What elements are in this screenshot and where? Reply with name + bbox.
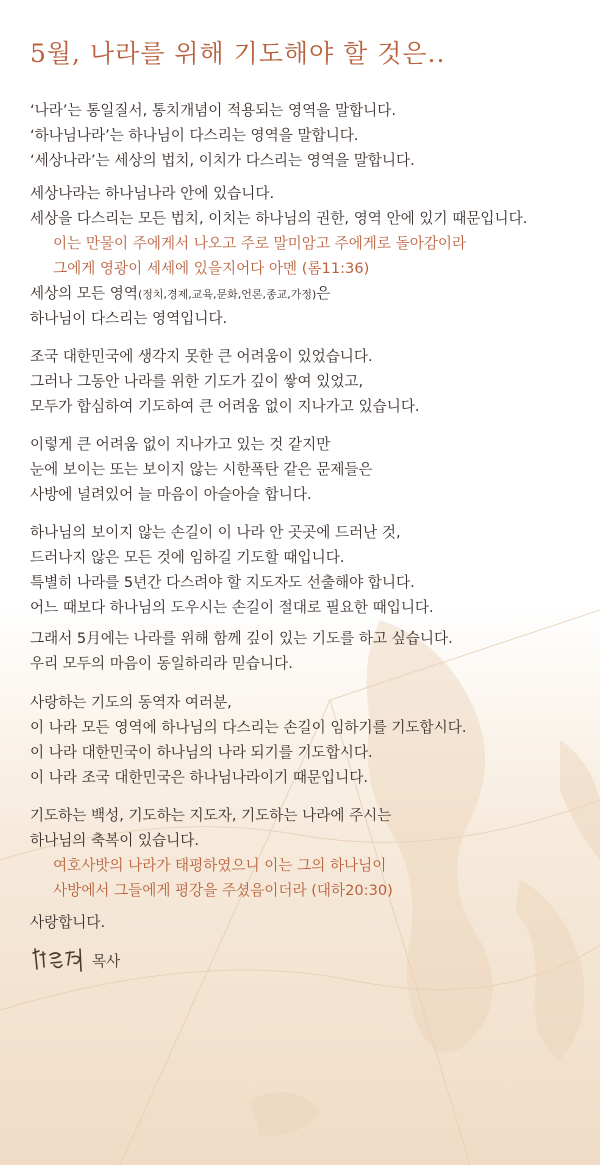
- line-text: 사랑하는 기도의 동역자 여러분,: [30, 694, 232, 711]
- text-line: [30, 123, 590, 148]
- scripture-quote-line: [30, 878, 590, 903]
- text-line: [30, 394, 590, 419]
- text-line: [30, 690, 590, 715]
- line-text: 그러나 그동안 나라를 위한 기도가 깊이 쌓여 있었고,: [30, 373, 364, 390]
- line-text: 우리 모두의 마음이 동일하리라 믿습니다.: [30, 655, 293, 672]
- text-line: [30, 715, 590, 740]
- text-line: [30, 520, 590, 545]
- line-text: 하나님이 다스리는 영역입니다.: [30, 310, 228, 327]
- line-text: ‘나라’는 통일질서, 통치개념이 적용되는 영역을 말합니다.: [30, 102, 396, 119]
- line-text: 세상나라는 하나님나라 안에 있습니다.: [30, 185, 275, 202]
- line-text: 이 나라 대한민국이 하나님의 나라 되기를 기도합시다.: [30, 744, 373, 761]
- text-line: [30, 181, 590, 206]
- line-text: 조국 대한민국에 생각지 못한 큰 어려움이 있었습니다.: [30, 348, 373, 365]
- text-line: [30, 306, 590, 331]
- scripture-quote-line: [30, 231, 590, 256]
- paragraph: [30, 520, 590, 620]
- line-text: 하나님의 축복이 있습니다.: [30, 832, 199, 849]
- text-line: [30, 740, 590, 765]
- text-line: [30, 482, 590, 507]
- text-line: [30, 651, 590, 676]
- text-line: [30, 206, 590, 231]
- scripture-quote-line: [30, 853, 590, 878]
- paragraph: [30, 690, 590, 790]
- page-title: 5월, 나라를 위해 기도해야 할 것은..: [30, 39, 446, 68]
- line-text: 이 나라 모든 영역에 하나님의 다스리는 손길이 임하기를 기도합시다.: [30, 719, 467, 736]
- line-text: 드러나지 않은 모든 것에 임하길 기도할 때입니다.: [30, 549, 345, 566]
- paragraph: [30, 98, 590, 173]
- text-line: [30, 545, 590, 570]
- signature-title: 목사: [92, 952, 121, 970]
- line-text: 사방에 널려있어 늘 마음이 아슬아슬 합니다.: [30, 486, 312, 503]
- text-line: [30, 570, 590, 595]
- line-text: ‘세상나라’는 세상의 법치, 이치가 다스리는 영역을 말합니다.: [30, 152, 415, 169]
- text-line: [30, 765, 590, 790]
- line-text: 어느 때보다 하나님의 도우시는 손길이 절대로 필요한 때입니다.: [30, 599, 434, 616]
- signature-block: [30, 945, 120, 975]
- line-text: 그래서 5月에는 나라를 위해 함께 깊이 있는 기도를 하고 싶습니다.: [30, 630, 453, 647]
- text-line: [30, 281, 590, 306]
- text-line: [30, 148, 590, 173]
- line-text: 모두가 합심하여 기도하여 큰 어려움 없이 지나가고 있습니다.: [30, 398, 420, 415]
- line-text: 눈에 보이는 또는 보이지 않는 시한폭탄 같은 문제들은: [30, 461, 373, 478]
- text-line: [30, 803, 590, 828]
- line-text: 이 나라 조국 대한민국은 하나님나라이기 때문입니다.: [30, 769, 368, 786]
- paragraph: [30, 181, 590, 331]
- line-text: 하나님의 보이지 않는 손길이 이 나라 안 곳곳에 드러난 것,: [30, 524, 401, 541]
- text-line: [30, 457, 590, 482]
- paragraph: [30, 910, 590, 935]
- text-line: [30, 369, 590, 394]
- text-line: [30, 595, 590, 620]
- line-text: 세상의 모든 영역: [30, 285, 138, 302]
- text-line: [30, 344, 590, 369]
- line-text: 세상을 다스리는 모든 법치, 이치는 하나님의 권한, 영역 안에 있기 때문입니다.: [30, 210, 528, 227]
- line-text: 이렇게 큰 어려움 없이 지나가고 있는 것 같지만: [30, 436, 331, 453]
- handwritten-signature: [30, 943, 90, 977]
- line-text: 기도하는 백성, 기도하는 지도자, 기도하는 나라에 주시는: [30, 807, 392, 824]
- paragraph: [30, 344, 590, 419]
- line-text: ‘하나님나라’는 하나님이 다스리는 영역을 말합니다.: [30, 127, 359, 144]
- paragraph: [30, 432, 590, 507]
- line-text: 그에게 영광이 세세에 있을지어다 아멘 (롬11:36): [53, 260, 370, 277]
- text-line: [30, 98, 590, 123]
- line-text: 이는 만물이 주에게서 나오고 주로 말미암고 주에게로 돌아감이라: [53, 235, 467, 252]
- line-text: 사랑합니다.: [30, 914, 106, 931]
- domain-list: (정치,경제,교육,문화,언론,종교,가정): [137, 288, 317, 301]
- text-line: [30, 910, 590, 935]
- text-line: [30, 626, 590, 651]
- line-text: 사방에서 그들에게 평강을 주셨음이더라 (대하20:30): [53, 882, 393, 899]
- line-text: 특별히 나라를 5년간 다스려야 할 지도자도 선출해야 합니다.: [30, 574, 415, 591]
- line-text: 여호사밧의 나라가 태평하였으니 이는 그의 하나님이: [53, 857, 387, 874]
- paragraph: [30, 626, 590, 676]
- line-suffix: 은: [316, 285, 331, 302]
- text-line: [30, 432, 590, 457]
- text-line: [30, 828, 590, 853]
- paragraph: [30, 803, 590, 903]
- scripture-quote-line: [30, 256, 590, 281]
